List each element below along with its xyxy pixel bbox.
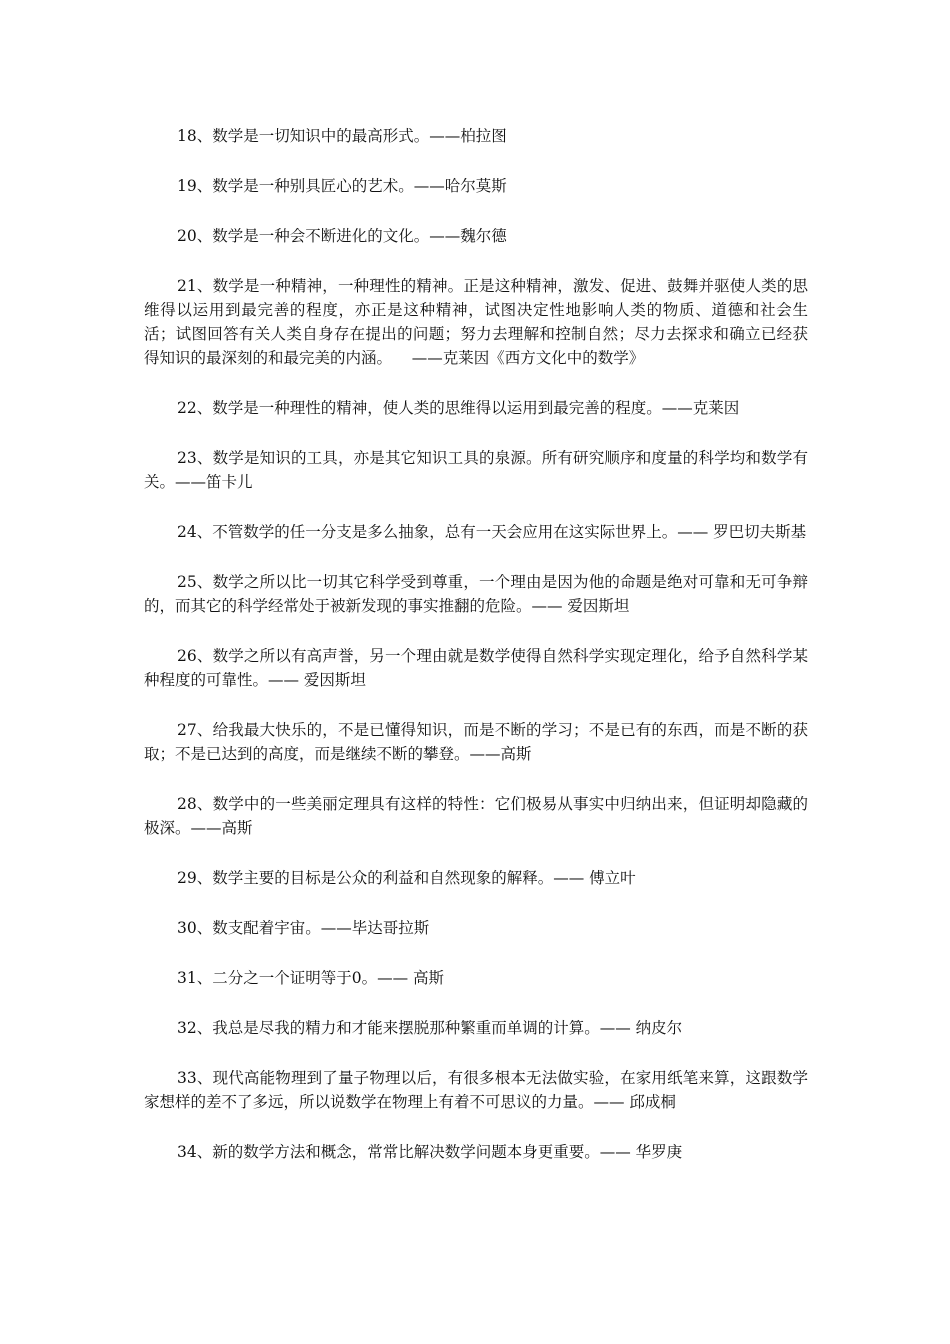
quote-31: 31、二分之一个证明等于0。—— 高斯 (177, 969, 445, 987)
quote-18: 18、数学是一切知识中的最高形式。——柏拉图 (177, 127, 507, 145)
quote-21: 21、数学是一种精神，一种理性的精神。正是这种精神，激发、促进、鼓舞并驱使人类的思维得以运用到最完善的程度，亦正是这种精神，试图决定性地影响人类的物质、道德和社会生活；试图回答有关人类自身存在提出的问题；努力去理解和控制自然；尽力去探求和确立已经获得知识的最深刻的和最完美的内涵。 ——克莱因《西方文化中的数学》 (144, 277, 808, 367)
quote-33: 33、现代高能物理到了量子物理以后，有很多根本无法做实验，在家用纸笔来算，这跟数学家想样的差不了多远，所以说数学在物理上有着不可思议的力量。—— 邱成桐 (144, 1069, 808, 1111)
quote-28: 28、数学中的一些美丽定理具有这样的特性：它们极易从事实中归纳出来，但证明却隐藏的极深。——高斯 (144, 795, 808, 837)
quote-24: 24、不管数学的任一分支是多么抽象，总有一天会应用在这实际世界上。—— 罗巴切夫斯基 (177, 523, 807, 541)
quote-22: 22、数学是一种理性的精神，使人类的思维得以运用到最完善的程度。——克莱因 (177, 399, 740, 417)
quote-32: 32、我总是尽我的精力和才能来摆脱那种繁重而单调的计算。—— 纳皮尔 (177, 1019, 683, 1037)
quote-23: 23、数学是知识的工具，亦是其它知识工具的泉源。所有研究顺序和度量的科学均和数学有关。——笛卡儿 (144, 449, 808, 491)
quote-29: 29、数学主要的目标是公众的利益和自然现象的解释。—— 傅立叶 (177, 869, 636, 887)
quote-25: 25、数学之所以比一切其它科学受到尊重，一个理由是因为他的命题是绝对可靠和无可争辩的，而其它的科学经常处于被新发现的事实推翻的危险。—— 爱因斯坦 (144, 573, 808, 615)
quote-26: 26、数学之所以有高声誉，另一个理由就是数学使得自然科学实现定理化，给予自然科学某种程度的可靠性。—— 爱因斯坦 (144, 647, 808, 689)
quote-34: 34、新的数学方法和概念，常常比解决数学问题本身更重要。—— 华罗庚 (177, 1143, 683, 1161)
quote-list (144, 124, 808, 1190)
quote-27: 27、给我最大快乐的，不是已懂得知识，而是不断的学习；不是已有的东西，而是不断的获取；不是已达到的高度，而是继续不断的攀登。——高斯 (144, 721, 808, 763)
quote-20: 20、数学是一种会不断进化的文化。——魏尔德 (177, 227, 507, 245)
quote-30: 30、数支配着宇宙。——毕达哥拉斯 (177, 919, 430, 937)
quote-19: 19、数学是一种别具匠心的艺术。——哈尔莫斯 (177, 177, 507, 195)
